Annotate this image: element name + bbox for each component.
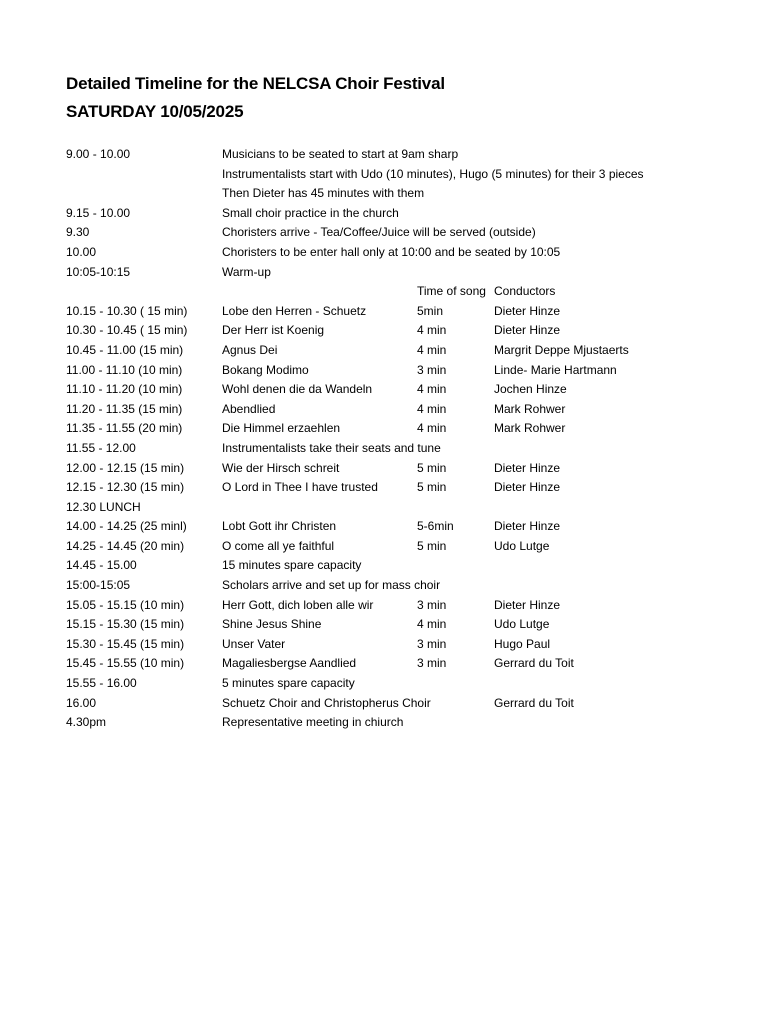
table-row <box>0 713 768 733</box>
duration-cell: Time of song <box>417 284 486 299</box>
time-cell: 15.05 - 15.15 (10 min) <box>66 597 185 612</box>
time-cell: 12.15 - 12.30 (15 min) <box>66 480 185 495</box>
table-row <box>0 517 768 537</box>
time-cell: 10.30 - 10.45 ( 15 min) <box>66 323 188 338</box>
item-cell: Bokang Modimo <box>222 362 309 377</box>
table-row <box>0 439 768 459</box>
conductor-cell: Margrit Deppe Mjustaerts <box>494 342 629 357</box>
item-cell: Die Himmel erzaehlen <box>222 421 341 436</box>
duration-cell: 4 min <box>417 421 447 436</box>
table-row <box>0 361 768 381</box>
item-cell: Scholars arrive and set up for mass choir <box>222 578 441 593</box>
document-date: SATURDAY 10/05/2025 <box>66 102 244 121</box>
conductor-cell: Udo Lutge <box>494 617 550 632</box>
table-row <box>0 380 768 400</box>
duration-cell: 4 min <box>417 323 447 338</box>
duration-cell: 5 min <box>417 538 447 553</box>
table-row <box>0 478 768 498</box>
item-cell: Wie der Hirsch schreit <box>222 460 340 475</box>
table-row <box>0 694 768 714</box>
time-cell: 11.20 - 11.35 (15 min) <box>66 401 183 416</box>
item-cell: Herr Gott, dich loben alle wir <box>222 597 374 612</box>
table-row <box>0 615 768 635</box>
conductor-cell: Dieter Hinze <box>494 303 561 318</box>
table-row <box>0 223 768 243</box>
table-row <box>0 263 768 283</box>
timeline-table <box>0 145 768 733</box>
item-cell: 15 minutes spare capacity <box>222 558 362 573</box>
duration-cell: 3 min <box>417 597 447 612</box>
time-cell: 4.30pm <box>66 715 107 730</box>
time-cell: 14.25 - 14.45 (20 min) <box>66 538 185 553</box>
item-cell: Magaliesbergse Aandlied <box>222 656 357 671</box>
table-row <box>0 459 768 479</box>
conductor-cell: Gerrard du Toit <box>494 695 574 710</box>
item-cell: 5 minutes spare capacity <box>222 676 355 691</box>
item-cell: O come all ye faithful <box>222 538 335 553</box>
conductor-cell: Jochen Hinze <box>494 382 567 397</box>
duration-cell: 4 min <box>417 617 447 632</box>
item-cell: Choristers arrive - Tea/Coffee/Juice will be served (outside) <box>222 225 536 240</box>
duration-cell: 5-6min <box>417 519 454 534</box>
table-row <box>0 596 768 616</box>
conductor-cell: Mark Rohwer <box>494 421 566 436</box>
time-cell: 9.30 <box>66 225 90 240</box>
duration-cell: 5min <box>417 303 444 318</box>
time-cell: 15.45 - 15.55 (10 min) <box>66 656 185 671</box>
item-cell: Instrumentalists take their seats and tune <box>222 440 441 455</box>
item-cell: Instrumentalists start with Udo (10 minutes), Hugo (5 minutes) for their 3 pieces <box>222 166 644 181</box>
table-row <box>0 556 768 576</box>
document-title: Detailed Timeline for the NELCSA Choir Festival <box>66 74 445 93</box>
duration-cell: 4 min <box>417 342 447 357</box>
time-cell: 14.45 - 15.00 <box>66 558 137 573</box>
time-cell: 9.15 - 10.00 <box>66 205 131 220</box>
table-row <box>0 498 768 518</box>
duration-cell: 3 min <box>417 362 447 377</box>
item-cell: Warm-up <box>222 264 271 279</box>
item-cell: Der Herr ist Koenig <box>222 323 325 338</box>
table-row <box>0 400 768 420</box>
time-cell: 9.00 - 10.00 <box>66 147 131 161</box>
duration-cell: 4 min <box>417 382 447 397</box>
duration-cell: 5 min <box>417 460 447 475</box>
conductor-cell: Udo Lutge <box>494 538 550 553</box>
time-cell: 15:00-15:05 <box>66 578 131 593</box>
item-cell: Lobe den Herren - Schuetz <box>222 303 367 318</box>
time-cell: 16.00 <box>66 695 97 710</box>
duration-cell: 4 min <box>417 401 447 416</box>
table-row <box>0 537 768 557</box>
table-row <box>0 184 768 204</box>
table-row <box>0 145 768 165</box>
time-cell: 10.45 - 11.00 (15 min) <box>66 342 184 357</box>
item-cell: Unser Vater <box>222 636 286 651</box>
conductor-cell: Dieter Hinze <box>494 323 561 338</box>
item-cell: Choristers to be enter hall only at 10:00 and be seated by 10:05 <box>222 244 561 259</box>
table-row <box>0 243 768 263</box>
item-cell: O Lord in Thee I have trusted <box>222 480 378 495</box>
conductor-cell: Dieter Hinze <box>494 519 561 534</box>
item-cell: Shine Jesus Shine <box>222 617 322 632</box>
time-cell: 10.15 - 10.30 ( 15 min) <box>66 303 188 318</box>
item-cell: Wohl denen die da Wandeln <box>222 382 373 397</box>
table-row <box>0 635 768 655</box>
item-cell: Abendlied <box>222 401 276 416</box>
item-cell: Representative meeting in chiurch <box>222 715 404 730</box>
duration-cell: 5 min <box>417 480 447 495</box>
conductor-cell: Dieter Hinze <box>494 460 561 475</box>
table-row <box>0 204 768 224</box>
time-cell: 10.00 <box>66 244 97 259</box>
time-cell: 11.35 - 11.55 (20 min) <box>66 421 183 436</box>
time-cell: 11.55 - 12.00 <box>66 440 136 455</box>
table-row <box>0 282 768 302</box>
time-cell: 10:05-10:15 <box>66 264 131 279</box>
time-cell: 15.15 - 15.30 (15 min) <box>66 617 185 632</box>
item-cell: Schuetz Choir and Christopherus Choir <box>222 695 431 710</box>
table-row <box>0 419 768 439</box>
conductor-cell: Hugo Paul <box>494 636 551 651</box>
table-row <box>0 654 768 674</box>
duration-cell: 3 min <box>417 636 447 651</box>
item-cell: Small choir practice in the church <box>222 205 399 220</box>
duration-cell: 3 min <box>417 656 447 671</box>
table-row <box>0 302 768 322</box>
table-row <box>0 576 768 596</box>
time-cell: 14.00 - 14.25 (25 minl) <box>66 519 187 534</box>
time-cell: 12.00 - 12.15 (15 min) <box>66 460 185 475</box>
conductor-cell: Dieter Hinze <box>494 597 561 612</box>
time-cell: 11.10 - 11.20 (10 min) <box>66 382 183 397</box>
table-row <box>0 341 768 361</box>
time-cell: 11.00 - 11.10 (10 min) <box>66 362 183 377</box>
conductor-cell: Dieter Hinze <box>494 480 561 495</box>
conductor-cell: Mark Rohwer <box>494 401 566 416</box>
table-row <box>0 165 768 185</box>
table-row <box>0 674 768 694</box>
time-cell: 15.30 - 15.45 (15 min) <box>66 636 185 651</box>
table-row <box>0 321 768 341</box>
conductor-cell: Linde- Marie Hartmann <box>494 362 617 377</box>
item-cell: Musicians to be seated to start at 9am sharp <box>222 147 459 161</box>
conductor-cell: Gerrard du Toit <box>494 656 574 671</box>
item-cell: Agnus Dei <box>222 342 278 357</box>
time-cell: 15.55 - 16.00 <box>66 676 137 691</box>
item-cell: Lobt Gott ihr Christen <box>222 519 337 534</box>
conductor-cell: Conductors <box>494 284 556 299</box>
time-cell: 12.30 LUNCH <box>66 499 141 514</box>
item-cell: Then Dieter has 45 minutes with them <box>222 186 425 201</box>
